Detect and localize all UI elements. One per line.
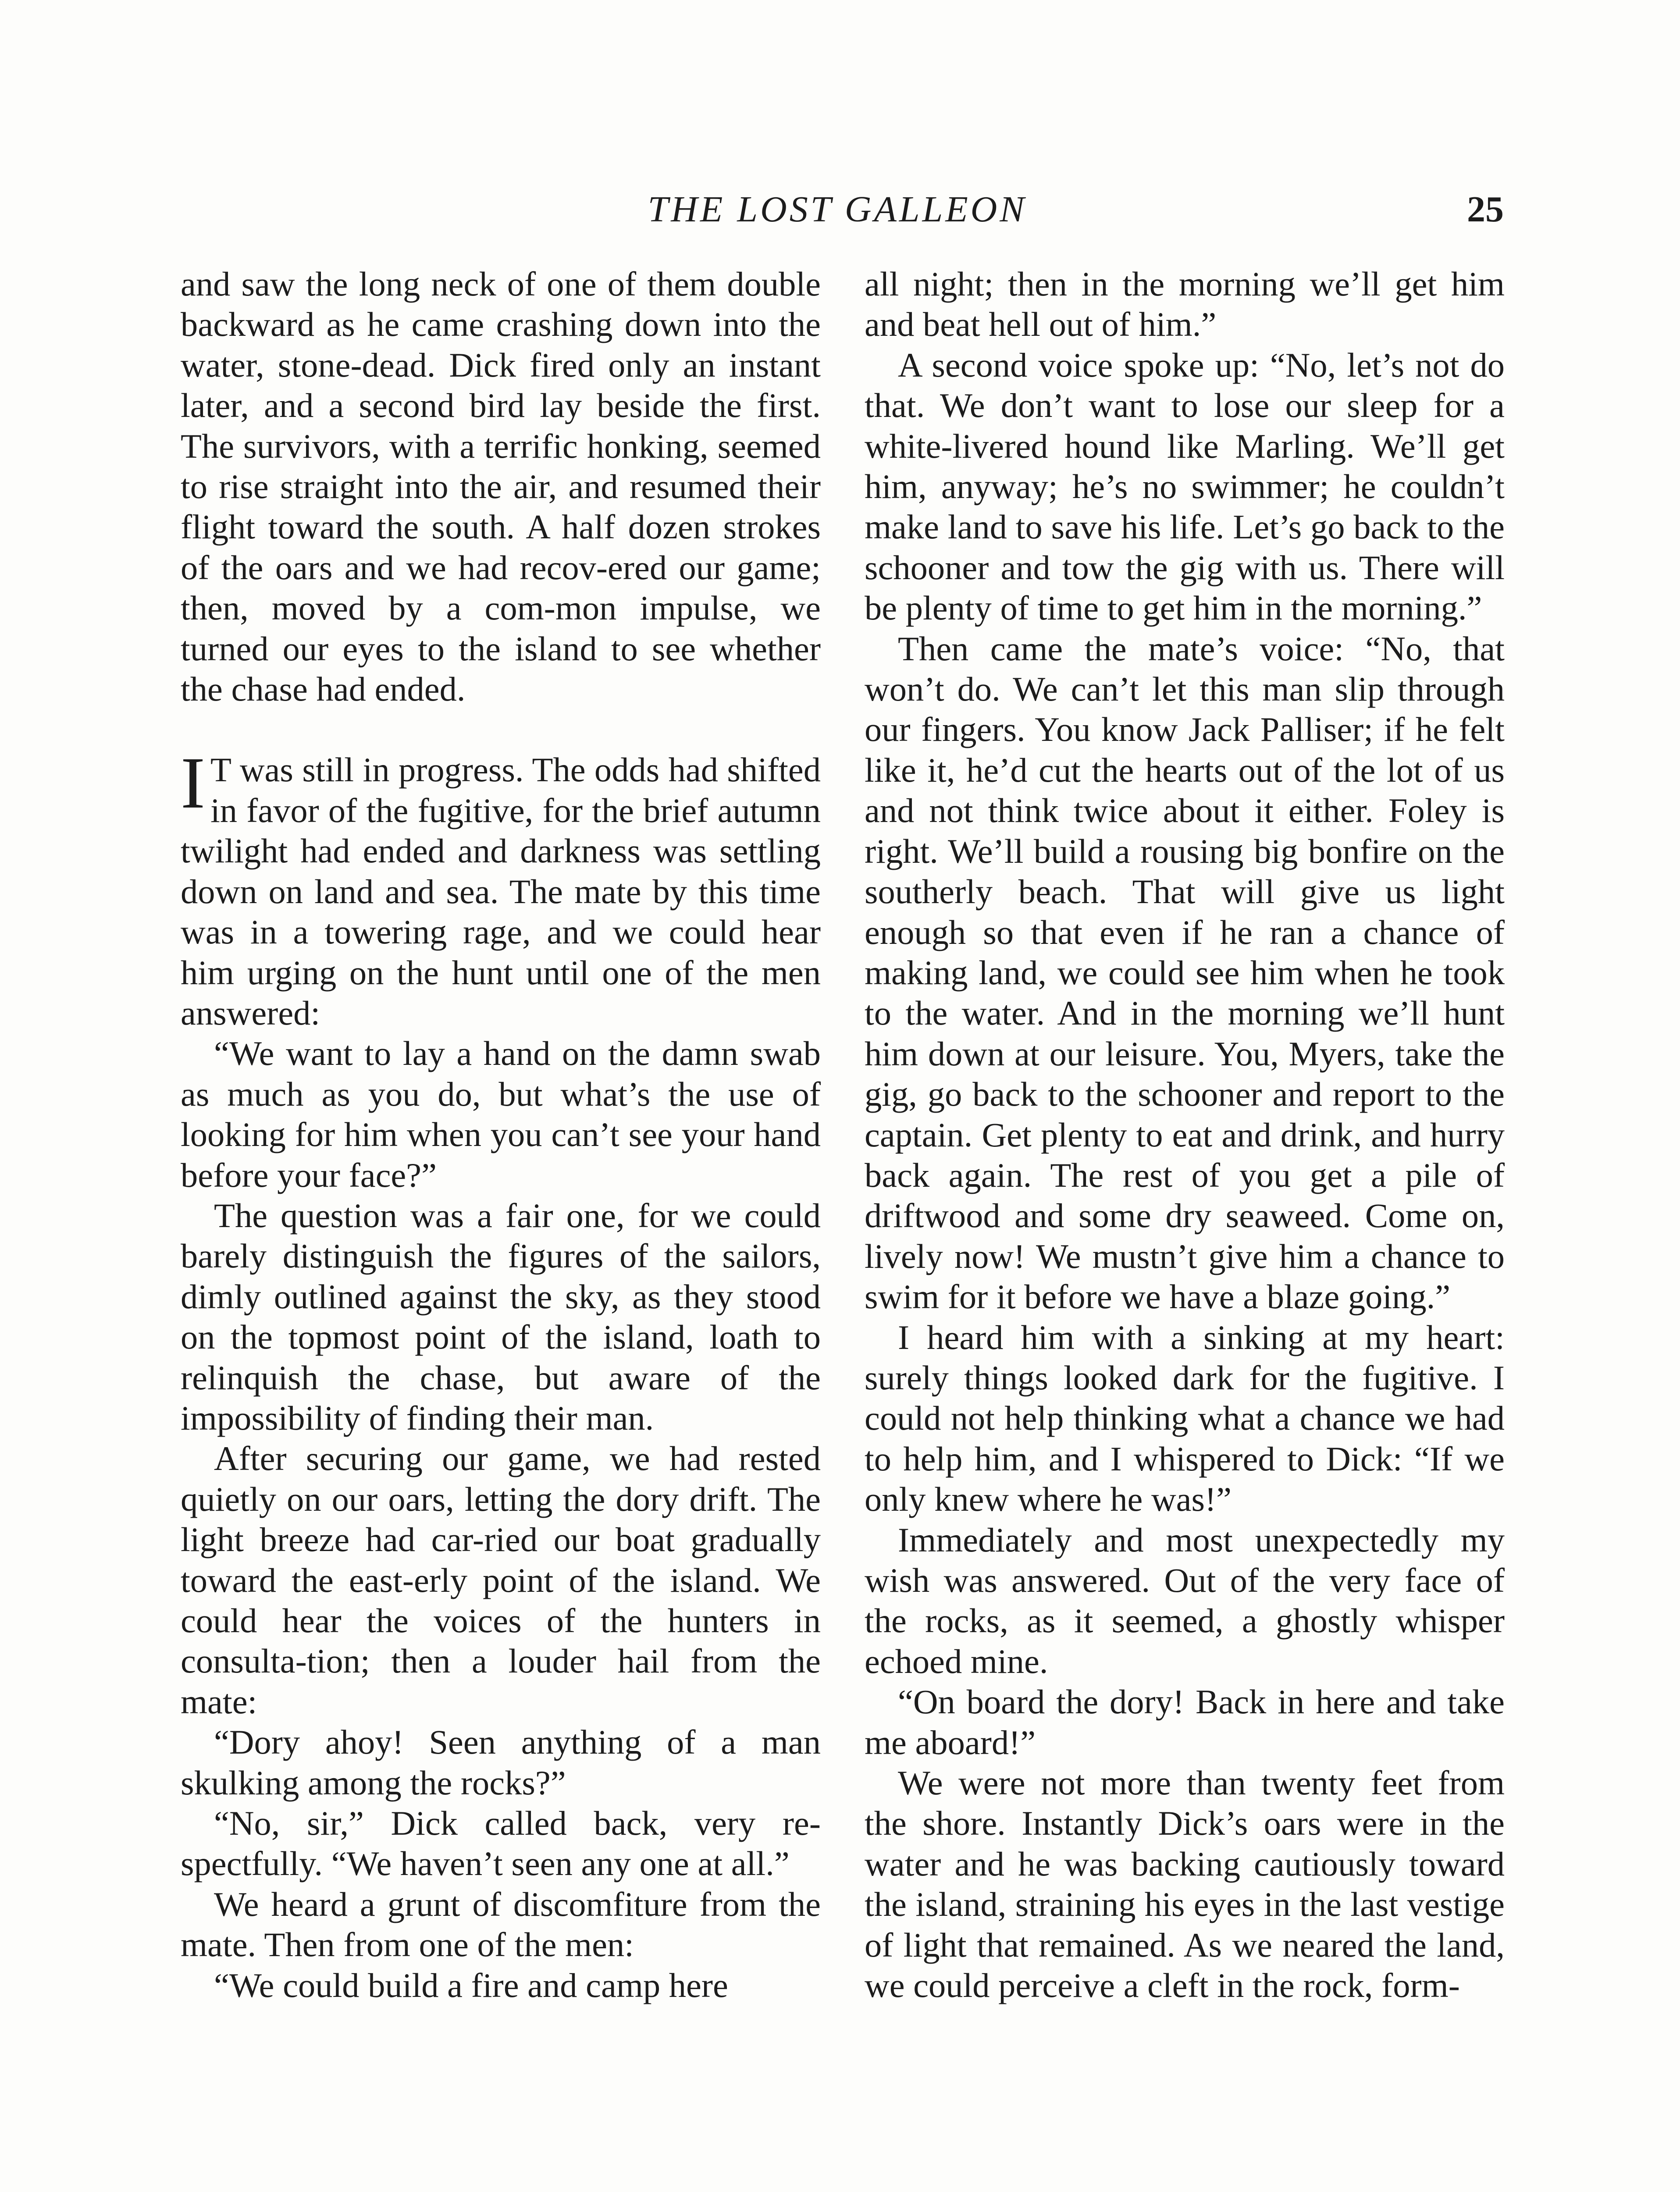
paragraph: “We want to lay a hand on the damn swab as much as you do, but what’s the use of looking for him when you can’t see your hand before your face?” <box>181 1034 821 1194</box>
paragraph: and saw the long neck of one of them double backward as he came crashing down into the water, stone-dead. Dick fired only an instant later, and a second bird lay beside the first. The survivors, with a terrific honking, seemed to rise straight into the air, and resumed their flight toward the south. A half dozen strokes of the oars and we had recov-ered our game; then, moved by a com-mon impulse, we turned our eyes to the island to see whether the chase had ended. <box>181 265 821 708</box>
paragraph: I heard him with a sinking at my heart: surely things looked dark for the fugitive. I could not help thinking what a chance we had to help him, and I whispered to Dick: “If we only knew where he was!” <box>865 1318 1505 1519</box>
paragraph: “On board the dory! Back in here and take me aboard!” <box>865 1683 1505 1761</box>
paragraph: Immediately and most unexpectedly my wish was answered. Out of the very face of the rocks, as it seemed, a ghostly whisper echoed mine. <box>865 1520 1505 1680</box>
right-column <box>865 264 1505 2006</box>
paragraph: A second voice spoke up: “No, let’s not do that. We don’t want to lose our sleep for a white-livered hound like Marling. We’ll get him, anyway; he’s no swimmer; he couldn’t make land to save his life. Let’s go back to the schooner and tow the gig with us. There will be plenty of time to get him in the morning.” <box>865 345 1505 627</box>
paragraph: We heard a grunt of discomfiture from the mate. Then from one of the men: <box>181 1885 821 1964</box>
running-head <box>171 183 1504 236</box>
section-start-paragraph <box>181 742 821 1033</box>
paragraph: We were not more than twenty feet from the shore. Instantly Dick’s oars were in the water and he was backing cautiously toward the island, straining his eyes in the last vestige of light that remained. As we neared the land, we could perceive a cleft in the rock, form- <box>865 1764 1505 2005</box>
paragraph: After securing our game, we had rested quietly on our oars, letting the dory drift. The light breeze had car-ried our boat gradually toward the east-erly point of the island. We could hear the voices of the hunters in consulta-tion; then a louder hail from the mate: <box>181 1439 821 1721</box>
paragraph: “Dory ahoy! Seen anything of a man skulking among the rocks?” <box>181 1723 821 1802</box>
paragraph: “We could build a fire and camp here <box>214 1966 728 2004</box>
paragraph: all night; then in the morning we’ll get him and beat hell out of him.” <box>865 265 1505 344</box>
running-title: THE LOST GALLEON <box>648 189 1027 230</box>
left-column <box>181 264 821 2006</box>
paragraph: Then came the mate’s voice: “No, that won’t do. We can’t let this man slip through our fingers. You know Jack Palliser; if he felt like it, he’d cut the hearts out of the lot of us and not think twice about it either. Foley is right. We’ll build a rousing big bonfire on the southerly beach. That will give us light enough so that even if he ran a chance of making land, we could see him when he took to the water. And in the morning we’ll hunt him down at our leisure. You, Myers, take the gig, go back to the schooner and report to the captain. Get plenty to eat and drink, and hurry back again. The rest of you get a pile of driftwood and some dry seaweed. Come on, lively now! We mustn’t give him a chance to swim for it before we have a blaze going.” <box>865 629 1505 1316</box>
paragraph-text: T was still in progress. The odds had shifted in favor of the fugitive, for the brief autumn twilight had ended and darkness was settling down on land and sea. The mate by this time was in a towering rage, and we could hear him urging on the hunt until one of the men answered: <box>181 751 821 1032</box>
drop-cap: I <box>181 742 205 824</box>
paragraph: “No, sir,” Dick called back, very re-spectfully. “We haven’t seen any one at all.” <box>181 1804 821 1883</box>
paragraph: The question was a fair one, for we could barely distinguish the figures of the sailors, dimly outlined against the sky, as they stood on the topmost point of the island, loath to relinquish the chase, but aware of the impossibility of finding their man. <box>181 1196 821 1437</box>
page-number: 25 <box>1467 189 1504 230</box>
